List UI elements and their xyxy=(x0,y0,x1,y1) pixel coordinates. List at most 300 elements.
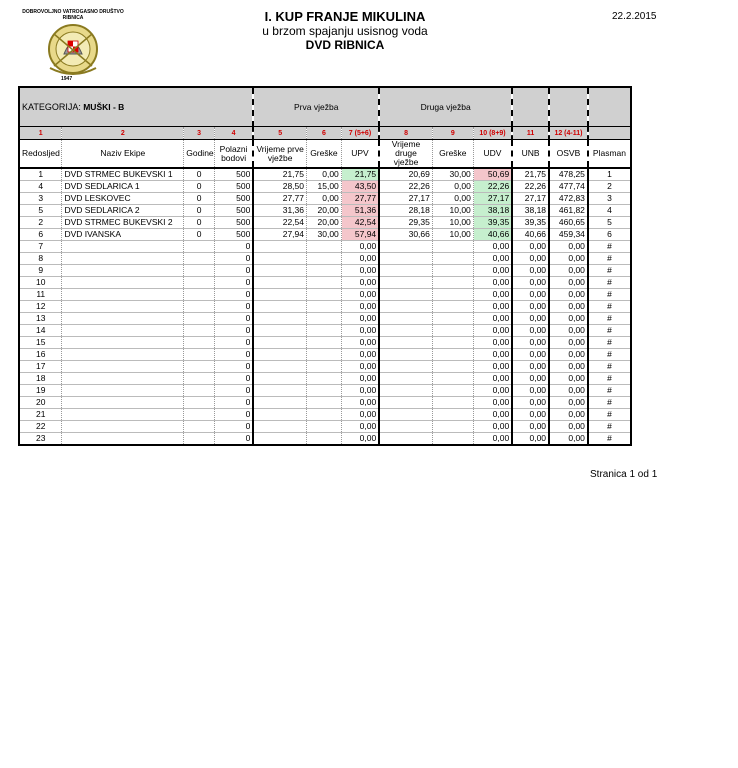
table-cell: 0,00 xyxy=(473,349,512,361)
table-cell xyxy=(253,337,306,349)
table-cell xyxy=(432,325,473,337)
column-number: 5 xyxy=(253,127,306,140)
table-cell: 0,00 xyxy=(549,289,588,301)
table-cell: 21,75 xyxy=(253,168,306,181)
table-row xyxy=(19,277,631,289)
table-cell: 17 xyxy=(19,361,62,373)
table-cell: 57,94 xyxy=(341,229,379,241)
table-row xyxy=(19,385,631,397)
table-cell xyxy=(62,253,184,265)
table-cell: 0,00 xyxy=(341,301,379,313)
table-cell: # xyxy=(588,373,631,385)
table-cell xyxy=(432,301,473,313)
table-cell: # xyxy=(588,313,631,325)
table-cell xyxy=(253,277,306,289)
table-row xyxy=(19,349,631,361)
table-cell xyxy=(253,241,306,253)
table-cell: 0,00 xyxy=(549,361,588,373)
table-cell xyxy=(62,433,184,446)
table-cell xyxy=(184,241,215,253)
table-cell: 0,00 xyxy=(341,337,379,349)
table-cell: 18 xyxy=(19,373,62,385)
table-cell: 15,00 xyxy=(307,181,342,193)
table-cell xyxy=(432,253,473,265)
table-cell: 16 xyxy=(19,349,62,361)
table-cell xyxy=(253,409,306,421)
table-row xyxy=(19,325,631,337)
table-cell: 0,00 xyxy=(512,301,549,313)
table-row xyxy=(19,289,631,301)
table-cell xyxy=(379,385,432,397)
table-cell: 0 xyxy=(214,301,253,313)
table-cell: 21,75 xyxy=(341,168,379,181)
table-cell xyxy=(253,373,306,385)
table-cell: 0 xyxy=(214,433,253,446)
column-header: Redosljed xyxy=(19,140,62,169)
table-cell xyxy=(307,349,342,361)
table-cell xyxy=(379,325,432,337)
table-cell: 0,00 xyxy=(512,337,549,349)
column-number: 1 xyxy=(19,127,62,140)
table-cell: 0,00 xyxy=(549,373,588,385)
column-header: Plasman xyxy=(588,140,631,169)
table-cell xyxy=(62,409,184,421)
table-cell: 0 xyxy=(214,409,253,421)
table-cell: 472,83 xyxy=(549,193,588,205)
table-cell: 0,00 xyxy=(307,193,342,205)
table-cell: 0,00 xyxy=(341,325,379,337)
table-cell: 27,94 xyxy=(253,229,306,241)
table-cell: 500 xyxy=(214,229,253,241)
table-cell: 0 xyxy=(214,289,253,301)
table-cell: 0,00 xyxy=(512,409,549,421)
table-cell xyxy=(307,373,342,385)
table-cell xyxy=(379,373,432,385)
table-row xyxy=(19,193,631,205)
table-cell: 0,00 xyxy=(549,241,588,253)
table-cell: 1 xyxy=(19,168,62,181)
table-cell: 51,36 xyxy=(341,205,379,217)
table-cell: 0,00 xyxy=(341,241,379,253)
column-header: Vrijeme druge vježbe xyxy=(379,140,432,169)
table-cell xyxy=(307,301,342,313)
table-cell: 0,00 xyxy=(473,409,512,421)
table-cell: 2 xyxy=(19,217,62,229)
table-cell xyxy=(307,397,342,409)
table-cell xyxy=(432,241,473,253)
table-cell: 0,00 xyxy=(307,168,342,181)
table-cell xyxy=(62,265,184,277)
column-number: 10 (8+9) xyxy=(473,127,512,140)
table-cell: 0 xyxy=(214,241,253,253)
table-cell xyxy=(184,385,215,397)
table-cell: 22 xyxy=(19,421,62,433)
table-cell: 20 xyxy=(19,397,62,409)
table-cell xyxy=(184,373,215,385)
table-cell: 0,00 xyxy=(473,253,512,265)
table-cell: 7 xyxy=(19,241,62,253)
column-number: 6 xyxy=(307,127,342,140)
table-cell: 0,00 xyxy=(549,433,588,446)
table-row xyxy=(19,253,631,265)
table-cell: 477,74 xyxy=(549,181,588,193)
table-row xyxy=(19,337,631,349)
table-cell xyxy=(432,361,473,373)
table-cell xyxy=(432,265,473,277)
table-cell: 500 xyxy=(214,205,253,217)
table-cell: 0,00 xyxy=(341,265,379,277)
table-cell xyxy=(307,433,342,446)
column-header: OSVB xyxy=(549,140,588,169)
column-number: 4 xyxy=(214,127,253,140)
table-cell xyxy=(432,349,473,361)
document-header xyxy=(220,9,470,52)
table-cell xyxy=(379,241,432,253)
table-cell: 5 xyxy=(588,217,631,229)
table-cell xyxy=(307,421,342,433)
table-cell xyxy=(379,433,432,446)
table-cell xyxy=(184,265,215,277)
table-cell xyxy=(379,361,432,373)
table-cell: 3 xyxy=(588,193,631,205)
table-cell xyxy=(307,337,342,349)
table-cell: 0,00 xyxy=(512,313,549,325)
table-cell: 0,00 xyxy=(473,337,512,349)
column-number-row xyxy=(19,127,631,140)
table-cell xyxy=(253,349,306,361)
column-number: 9 xyxy=(432,127,473,140)
table-cell xyxy=(307,361,342,373)
group-empty xyxy=(549,87,588,127)
table-cell: 22,54 xyxy=(253,217,306,229)
table-cell: 0,00 xyxy=(549,277,588,289)
table-cell: 0,00 xyxy=(512,397,549,409)
table-cell: 0,00 xyxy=(512,325,549,337)
table-row xyxy=(19,397,631,409)
table-cell: 0,00 xyxy=(512,265,549,277)
table-cell xyxy=(379,301,432,313)
table-cell xyxy=(62,421,184,433)
table-cell xyxy=(379,337,432,349)
table-cell: 20,00 xyxy=(307,205,342,217)
table-cell: # xyxy=(588,265,631,277)
table-cell xyxy=(62,397,184,409)
table-cell: 0,00 xyxy=(473,277,512,289)
table-cell: 0,00 xyxy=(473,421,512,433)
table-cell: 0,00 xyxy=(473,265,512,277)
table-cell xyxy=(379,349,432,361)
table-cell xyxy=(432,313,473,325)
column-number: 11 xyxy=(512,127,549,140)
table-row xyxy=(19,241,631,253)
table-cell: 0,00 xyxy=(341,313,379,325)
table-cell: 0,00 xyxy=(512,349,549,361)
table-cell: 9 xyxy=(19,265,62,277)
table-cell: 31,36 xyxy=(253,205,306,217)
table-cell: 0,00 xyxy=(341,361,379,373)
table-row xyxy=(19,313,631,325)
table-cell: 0,00 xyxy=(549,301,588,313)
group-second-exercise: Druga vježba xyxy=(379,87,512,127)
column-number: 3 xyxy=(184,127,215,140)
table-cell xyxy=(253,397,306,409)
table-cell: 20,00 xyxy=(307,217,342,229)
column-number: 2 xyxy=(62,127,184,140)
document-date: 22.2.2015 xyxy=(612,11,657,22)
table-cell: 0,00 xyxy=(512,253,549,265)
table-row xyxy=(19,409,631,421)
table-cell: 19 xyxy=(19,385,62,397)
table-cell: 0,00 xyxy=(473,289,512,301)
table-cell xyxy=(379,277,432,289)
table-cell xyxy=(253,325,306,337)
table-row xyxy=(19,433,631,446)
table-cell: 13 xyxy=(19,313,62,325)
table-cell: 0,00 xyxy=(473,361,512,373)
table-cell xyxy=(253,313,306,325)
table-cell: 0,00 xyxy=(512,277,549,289)
group-empty xyxy=(512,87,549,127)
table-cell: 0,00 xyxy=(512,289,549,301)
table-cell: 0,00 xyxy=(341,409,379,421)
table-row xyxy=(19,421,631,433)
table-cell: 0 xyxy=(184,168,215,181)
category-value: MUŠKI - B xyxy=(83,101,125,112)
table-cell xyxy=(184,313,215,325)
table-row xyxy=(19,205,631,217)
table-cell: # xyxy=(588,361,631,373)
table-cell: 460,65 xyxy=(549,217,588,229)
table-cell: 0 xyxy=(214,277,253,289)
table-cell: 39,35 xyxy=(473,217,512,229)
org-name: DOBROVOLJNO VATROGASNO DRUŠTVO xyxy=(22,9,124,15)
table-cell: 0,00 xyxy=(341,373,379,385)
table-cell xyxy=(184,325,215,337)
column-number xyxy=(588,127,631,140)
table-cell: # xyxy=(588,421,631,433)
column-header-row xyxy=(19,140,631,169)
table-cell: 27,77 xyxy=(341,193,379,205)
fire-brigade-emblem-icon xyxy=(42,22,104,80)
table-cell xyxy=(432,385,473,397)
table-cell xyxy=(184,289,215,301)
table-cell: 30,00 xyxy=(307,229,342,241)
table-cell xyxy=(432,373,473,385)
table-cell: 0,00 xyxy=(341,289,379,301)
table-cell: 0,00 xyxy=(549,385,588,397)
table-cell xyxy=(184,433,215,446)
table-cell: 0,00 xyxy=(512,241,549,253)
table-cell: # xyxy=(588,349,631,361)
table-cell: 0,00 xyxy=(512,373,549,385)
table-cell: 0 xyxy=(214,253,253,265)
table-cell: 29,35 xyxy=(379,217,432,229)
page-number: Stranica 1 od 1 xyxy=(590,469,658,480)
table-cell: 461,82 xyxy=(549,205,588,217)
column-header: UDV xyxy=(473,140,512,169)
table-cell: 500 xyxy=(214,181,253,193)
table-cell: 2 xyxy=(588,181,631,193)
column-header: Godine xyxy=(184,140,215,169)
page-title: I. KUP FRANJE MIKULINA xyxy=(264,9,426,24)
table-cell xyxy=(184,301,215,313)
table-cell xyxy=(253,385,306,397)
group-first-exercise: Prva vježba xyxy=(253,87,379,127)
group-empty xyxy=(588,87,631,127)
table-cell: 0 xyxy=(214,325,253,337)
results-table xyxy=(18,86,632,446)
table-cell xyxy=(432,337,473,349)
table-cell xyxy=(432,289,473,301)
table-cell: 0,00 xyxy=(473,385,512,397)
table-cell: 0 xyxy=(214,337,253,349)
table-cell: 10,00 xyxy=(432,205,473,217)
table-cell: 38,18 xyxy=(473,205,512,217)
table-row xyxy=(19,181,631,193)
table-cell: 14 xyxy=(19,325,62,337)
table-cell xyxy=(62,289,184,301)
table-cell: # xyxy=(588,433,631,446)
table-cell: 10 xyxy=(19,277,62,289)
host-name: DVD RIBNICA xyxy=(305,38,385,52)
table-cell xyxy=(253,433,306,446)
table-cell xyxy=(253,361,306,373)
table-header-groups xyxy=(19,87,631,127)
column-header: Greške xyxy=(432,140,473,169)
table-cell: 0 xyxy=(184,181,215,193)
table-cell: DVD SEDLARICA 1 xyxy=(62,181,184,193)
table-cell: # xyxy=(588,337,631,349)
table-cell xyxy=(307,325,342,337)
table-cell: 30,00 xyxy=(432,168,473,181)
table-cell: 0,00 xyxy=(549,325,588,337)
table-cell: 40,66 xyxy=(473,229,512,241)
table-cell: 0,00 xyxy=(512,361,549,373)
table-cell: 23 xyxy=(19,433,62,446)
table-cell xyxy=(184,397,215,409)
table-cell: 0,00 xyxy=(473,241,512,253)
table-cell: 0,00 xyxy=(549,337,588,349)
table-cell: 459,34 xyxy=(549,229,588,241)
table-cell xyxy=(307,241,342,253)
column-number: 12 (4-11) xyxy=(549,127,588,140)
table-cell xyxy=(62,373,184,385)
table-cell xyxy=(379,313,432,325)
table-cell: # xyxy=(588,397,631,409)
table-cell xyxy=(184,277,215,289)
table-cell: 6 xyxy=(19,229,62,241)
table-cell: 0,00 xyxy=(473,397,512,409)
column-header: UPV xyxy=(341,140,379,169)
table-cell: 0,00 xyxy=(432,193,473,205)
table-cell xyxy=(432,433,473,446)
table-cell xyxy=(307,409,342,421)
table-cell: 0,00 xyxy=(341,277,379,289)
table-cell: 0 xyxy=(214,385,253,397)
table-cell: 12 xyxy=(19,301,62,313)
table-cell xyxy=(432,397,473,409)
table-cell: 0 xyxy=(214,421,253,433)
org-city: RIBNICA xyxy=(62,15,84,21)
table-cell: 0 xyxy=(214,361,253,373)
table-cell: 4 xyxy=(588,205,631,217)
table-cell: 22,26 xyxy=(512,181,549,193)
table-cell xyxy=(62,337,184,349)
column-header: Greške xyxy=(307,140,342,169)
table-cell: 0,00 xyxy=(512,433,549,446)
table-cell xyxy=(379,397,432,409)
table-row xyxy=(19,373,631,385)
table-cell: 0,00 xyxy=(432,181,473,193)
table-cell: 500 xyxy=(214,217,253,229)
table-cell xyxy=(253,301,306,313)
table-cell xyxy=(62,325,184,337)
table-cell xyxy=(62,301,184,313)
table-cell xyxy=(432,277,473,289)
table-cell: 38,18 xyxy=(512,205,549,217)
org-name-block xyxy=(18,9,128,21)
table-cell: 6 xyxy=(588,229,631,241)
table-cell: 500 xyxy=(214,193,253,205)
table-cell: # xyxy=(588,277,631,289)
table-cell: 0,00 xyxy=(549,313,588,325)
table-cell: 0,00 xyxy=(473,433,512,446)
table-cell: 50,69 xyxy=(473,168,512,181)
table-cell xyxy=(62,277,184,289)
table-row xyxy=(19,168,631,181)
table-cell: 0,00 xyxy=(549,397,588,409)
table-cell: # xyxy=(588,409,631,421)
table-cell: # xyxy=(588,253,631,265)
table-cell xyxy=(379,409,432,421)
table-cell xyxy=(62,313,184,325)
table-cell: 21 xyxy=(19,409,62,421)
table-cell: 0,00 xyxy=(549,421,588,433)
column-number: 8 xyxy=(379,127,432,140)
table-cell: DVD SEDLARICA 2 xyxy=(62,205,184,217)
table-cell: 0,00 xyxy=(549,265,588,277)
table-cell: 478,25 xyxy=(549,168,588,181)
table-cell: 43,50 xyxy=(341,181,379,193)
table-cell xyxy=(184,361,215,373)
table-cell: 0 xyxy=(214,397,253,409)
table-row xyxy=(19,301,631,313)
table-cell: 0,00 xyxy=(512,421,549,433)
table-cell: 0 xyxy=(214,349,253,361)
table-cell: 0,00 xyxy=(549,349,588,361)
table-cell: # xyxy=(588,301,631,313)
table-cell: 0 xyxy=(184,217,215,229)
table-cell: 5 xyxy=(19,205,62,217)
column-header: Naziv Ekipe xyxy=(62,140,184,169)
table-cell: 21,75 xyxy=(512,168,549,181)
table-cell xyxy=(379,289,432,301)
table-cell: 40,66 xyxy=(512,229,549,241)
table-cell xyxy=(307,313,342,325)
table-cell: 3 xyxy=(19,193,62,205)
table-cell xyxy=(184,253,215,265)
column-number: 7 (5+6) xyxy=(341,127,379,140)
table-cell xyxy=(62,349,184,361)
table-cell xyxy=(62,361,184,373)
table-cell xyxy=(253,253,306,265)
table-cell xyxy=(379,265,432,277)
table-cell: 10,00 xyxy=(432,229,473,241)
table-cell xyxy=(62,385,184,397)
column-header: Vrijeme prve vježbe xyxy=(253,140,306,169)
table-cell: 10,00 xyxy=(432,217,473,229)
table-cell: 22,26 xyxy=(379,181,432,193)
